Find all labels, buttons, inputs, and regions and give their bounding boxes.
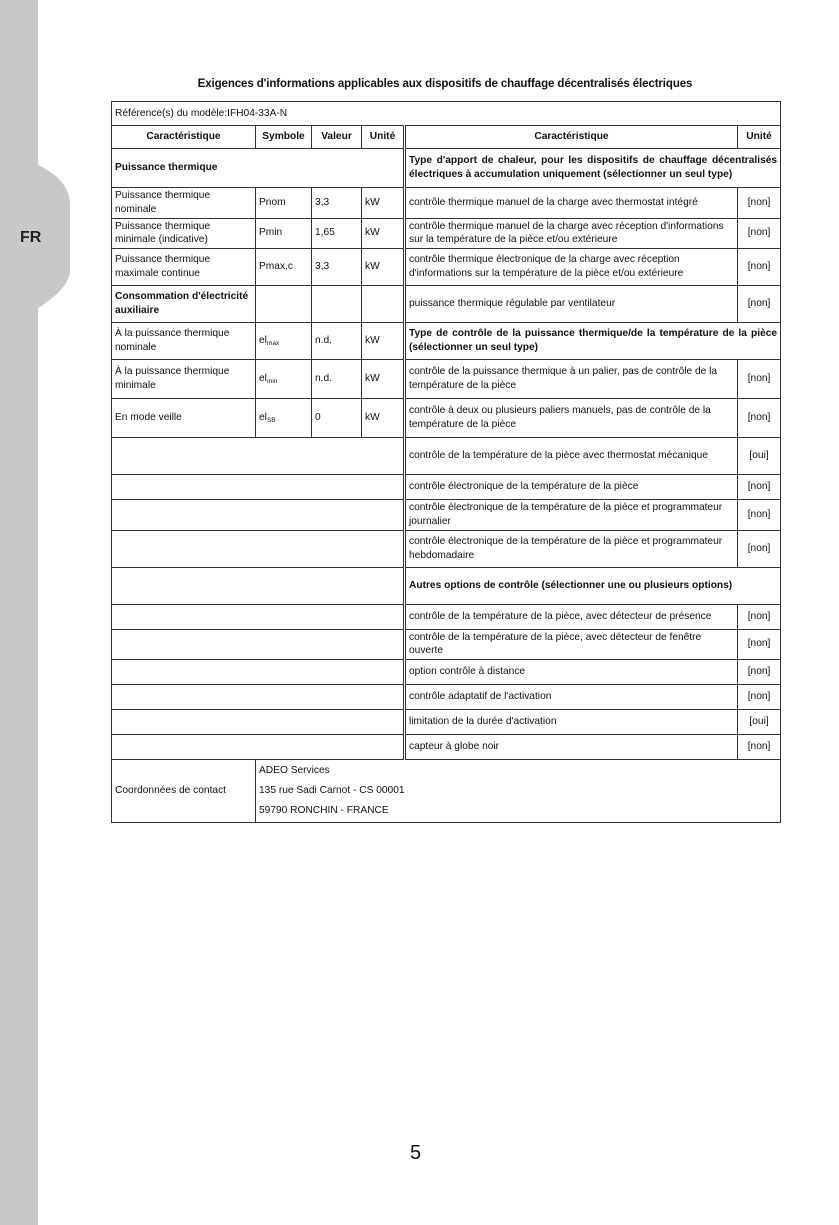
characteristic-label: En mode veille bbox=[112, 399, 256, 438]
table-row bbox=[112, 685, 781, 710]
contact-row bbox=[112, 760, 781, 823]
table-row bbox=[112, 475, 781, 500]
column-header: Valeur bbox=[312, 126, 362, 149]
characteristic-label: Puissance thermique minimale (indicative) bbox=[112, 218, 256, 249]
table-row bbox=[112, 629, 781, 660]
section-heading: Type de contrôle de la puissance thermique/de la température de la pièce (sélectionner un seul type) bbox=[405, 323, 781, 360]
option-label: option contrôle à distance bbox=[405, 660, 738, 685]
option-label: contrôle thermique électronique de la charge avec réception d'informations sur la température de la pièce et/ou extérieure bbox=[405, 249, 738, 286]
option-value: [non] bbox=[738, 218, 781, 249]
value-cell bbox=[312, 286, 362, 323]
option-label: limitation de la durée d'activation bbox=[405, 710, 738, 735]
empty-left-cell bbox=[112, 604, 405, 629]
language-label: FR bbox=[20, 229, 42, 246]
contact-details bbox=[256, 760, 781, 823]
option-value: [non] bbox=[738, 604, 781, 629]
section-heading: Type d'apport de chaleur, pour les dispositifs de chauffage décentralisés électriques à accumulation uniquement (sélectionner un seul type) bbox=[405, 149, 781, 188]
option-label: contrôle électronique de la température de la pièce bbox=[405, 475, 738, 500]
option-label: capteur à globe noir bbox=[405, 735, 738, 760]
reference-row bbox=[112, 102, 781, 126]
value-cell: 0 bbox=[312, 399, 362, 438]
model-reference: Référence(s) du modèle:IFH04-33A-N bbox=[112, 102, 781, 126]
value-cell: n.d. bbox=[312, 323, 362, 360]
table-row bbox=[112, 249, 781, 286]
option-label: contrôle adaptatif de l'activation bbox=[405, 685, 738, 710]
spec-table bbox=[111, 101, 781, 823]
option-value: [non] bbox=[738, 685, 781, 710]
empty-left-cell bbox=[112, 710, 405, 735]
option-value: [oui] bbox=[738, 438, 781, 475]
unit-cell: kW bbox=[362, 360, 405, 399]
section-heading: Puissance thermique bbox=[112, 149, 405, 188]
symbol-cell bbox=[256, 399, 312, 438]
option-label: contrôle électronique de la température de la pièce et programmateur journalier bbox=[405, 500, 738, 531]
characteristic-label: Puissance thermique nominale bbox=[112, 188, 256, 219]
table-row bbox=[112, 438, 781, 475]
value-cell: 3,3 bbox=[312, 249, 362, 286]
symbol-base: el bbox=[259, 334, 267, 346]
option-value: [non] bbox=[738, 360, 781, 399]
empty-left-cell bbox=[112, 660, 405, 685]
unit-cell: kW bbox=[362, 218, 405, 249]
table-row bbox=[112, 218, 781, 249]
empty-left-cell bbox=[112, 567, 405, 604]
symbol-subscript: SB bbox=[266, 416, 276, 424]
value-cell: n.d. bbox=[312, 360, 362, 399]
header-row bbox=[112, 126, 781, 149]
option-value: [non] bbox=[738, 286, 781, 323]
option-label: contrôle de la température de la pièce avec thermostat mécanique bbox=[405, 438, 738, 475]
option-value: [non] bbox=[738, 399, 781, 438]
option-label: contrôle thermique manuel de la charge avec réception d'informations sur la température de la pièce et/ou extérieure bbox=[405, 218, 738, 249]
option-value: [non] bbox=[738, 249, 781, 286]
unit-cell bbox=[362, 286, 405, 323]
option-value: [non] bbox=[738, 500, 781, 531]
table-row bbox=[112, 286, 781, 323]
empty-left-cell bbox=[112, 530, 405, 567]
option-label: contrôle de la puissance thermique à un palier, pas de contrôle de la température de la pièce bbox=[405, 360, 738, 399]
table-row bbox=[112, 188, 781, 219]
value-cell: 1,65 bbox=[312, 218, 362, 249]
option-label: puissance thermique régulable par ventilateur bbox=[405, 286, 738, 323]
unit-cell: kW bbox=[362, 249, 405, 286]
symbol-cell: Pmin bbox=[256, 218, 312, 249]
table-row bbox=[112, 323, 781, 360]
contact-line: 59790 RONCHIN - FRANCE bbox=[259, 805, 389, 817]
table-row bbox=[112, 660, 781, 685]
symbol-cell bbox=[256, 360, 312, 399]
contact-line: ADEO Services bbox=[259, 765, 330, 777]
option-value: [non] bbox=[738, 735, 781, 760]
symbol-subscript: min bbox=[266, 377, 278, 385]
option-label: contrôle à deux ou plusieurs paliers manuels, pas de contrôle de la température de la pièce bbox=[405, 399, 738, 438]
empty-left-cell bbox=[112, 500, 405, 531]
characteristic-label: À la puissance thermique nominale bbox=[112, 323, 256, 360]
column-header: Symbole bbox=[256, 126, 312, 149]
option-value: [oui] bbox=[738, 710, 781, 735]
empty-left-cell bbox=[112, 475, 405, 500]
option-value: [non] bbox=[738, 530, 781, 567]
section-heading: Autres options de contrôle (sélectionner une ou plusieurs options) bbox=[405, 567, 781, 604]
table-row bbox=[112, 530, 781, 567]
column-header: Unité bbox=[362, 126, 405, 149]
symbol-base: el bbox=[259, 411, 267, 423]
unit-cell: kW bbox=[362, 399, 405, 438]
option-label: contrôle thermique manuel de la charge avec thermostat intégré bbox=[405, 188, 738, 219]
symbol-subscript: max bbox=[266, 339, 280, 347]
column-header: Caractéristique bbox=[405, 126, 738, 149]
symbol-cell bbox=[256, 286, 312, 323]
option-label: contrôle de la température de la pièce, avec détecteur de fenêtre ouverte bbox=[405, 629, 738, 660]
symbol-cell: Pmax,c bbox=[256, 249, 312, 286]
symbol-cell bbox=[256, 323, 312, 360]
option-value: [non] bbox=[738, 660, 781, 685]
unit-cell: kW bbox=[362, 188, 405, 219]
characteristic-label: Puissance thermique maximale continue bbox=[112, 249, 256, 286]
contact-label: Coordonnées de contact bbox=[112, 760, 256, 823]
page-number: 5 bbox=[410, 1142, 422, 1164]
characteristic-label: Consommation d'électricité auxiliaire bbox=[112, 286, 256, 323]
option-value: [non] bbox=[738, 475, 781, 500]
option-label: contrôle électronique de la température de la pièce et programmateur hebdomadaire bbox=[405, 530, 738, 567]
table-row bbox=[112, 149, 781, 188]
table-row bbox=[112, 710, 781, 735]
column-header: Unité bbox=[738, 126, 781, 149]
table-row bbox=[112, 500, 781, 531]
page-title: Exigences d'informations applicables aux dispositifs de chauffage décentralisés électriques bbox=[197, 78, 693, 90]
option-value: [non] bbox=[738, 188, 781, 219]
table-row bbox=[112, 399, 781, 438]
table-row bbox=[112, 604, 781, 629]
value-cell: 3,3 bbox=[312, 188, 362, 219]
empty-left-cell bbox=[112, 438, 405, 475]
empty-left-cell bbox=[112, 735, 405, 760]
empty-left-cell bbox=[112, 629, 405, 660]
symbol-cell: Pnom bbox=[256, 188, 312, 219]
empty-left-cell bbox=[112, 685, 405, 710]
symbol-base: el bbox=[259, 372, 267, 384]
contact-line: 135 rue Sadi Carnot - CS 00001 bbox=[259, 785, 405, 797]
table-row bbox=[112, 567, 781, 604]
column-header: Caractéristique bbox=[112, 126, 256, 149]
table-row bbox=[112, 360, 781, 399]
option-label: contrôle de la température de la pièce, avec détecteur de présence bbox=[405, 604, 738, 629]
table-row bbox=[112, 735, 781, 760]
unit-cell: kW bbox=[362, 323, 405, 360]
option-value: [non] bbox=[738, 629, 781, 660]
characteristic-label: À la puissance thermique minimale bbox=[112, 360, 256, 399]
